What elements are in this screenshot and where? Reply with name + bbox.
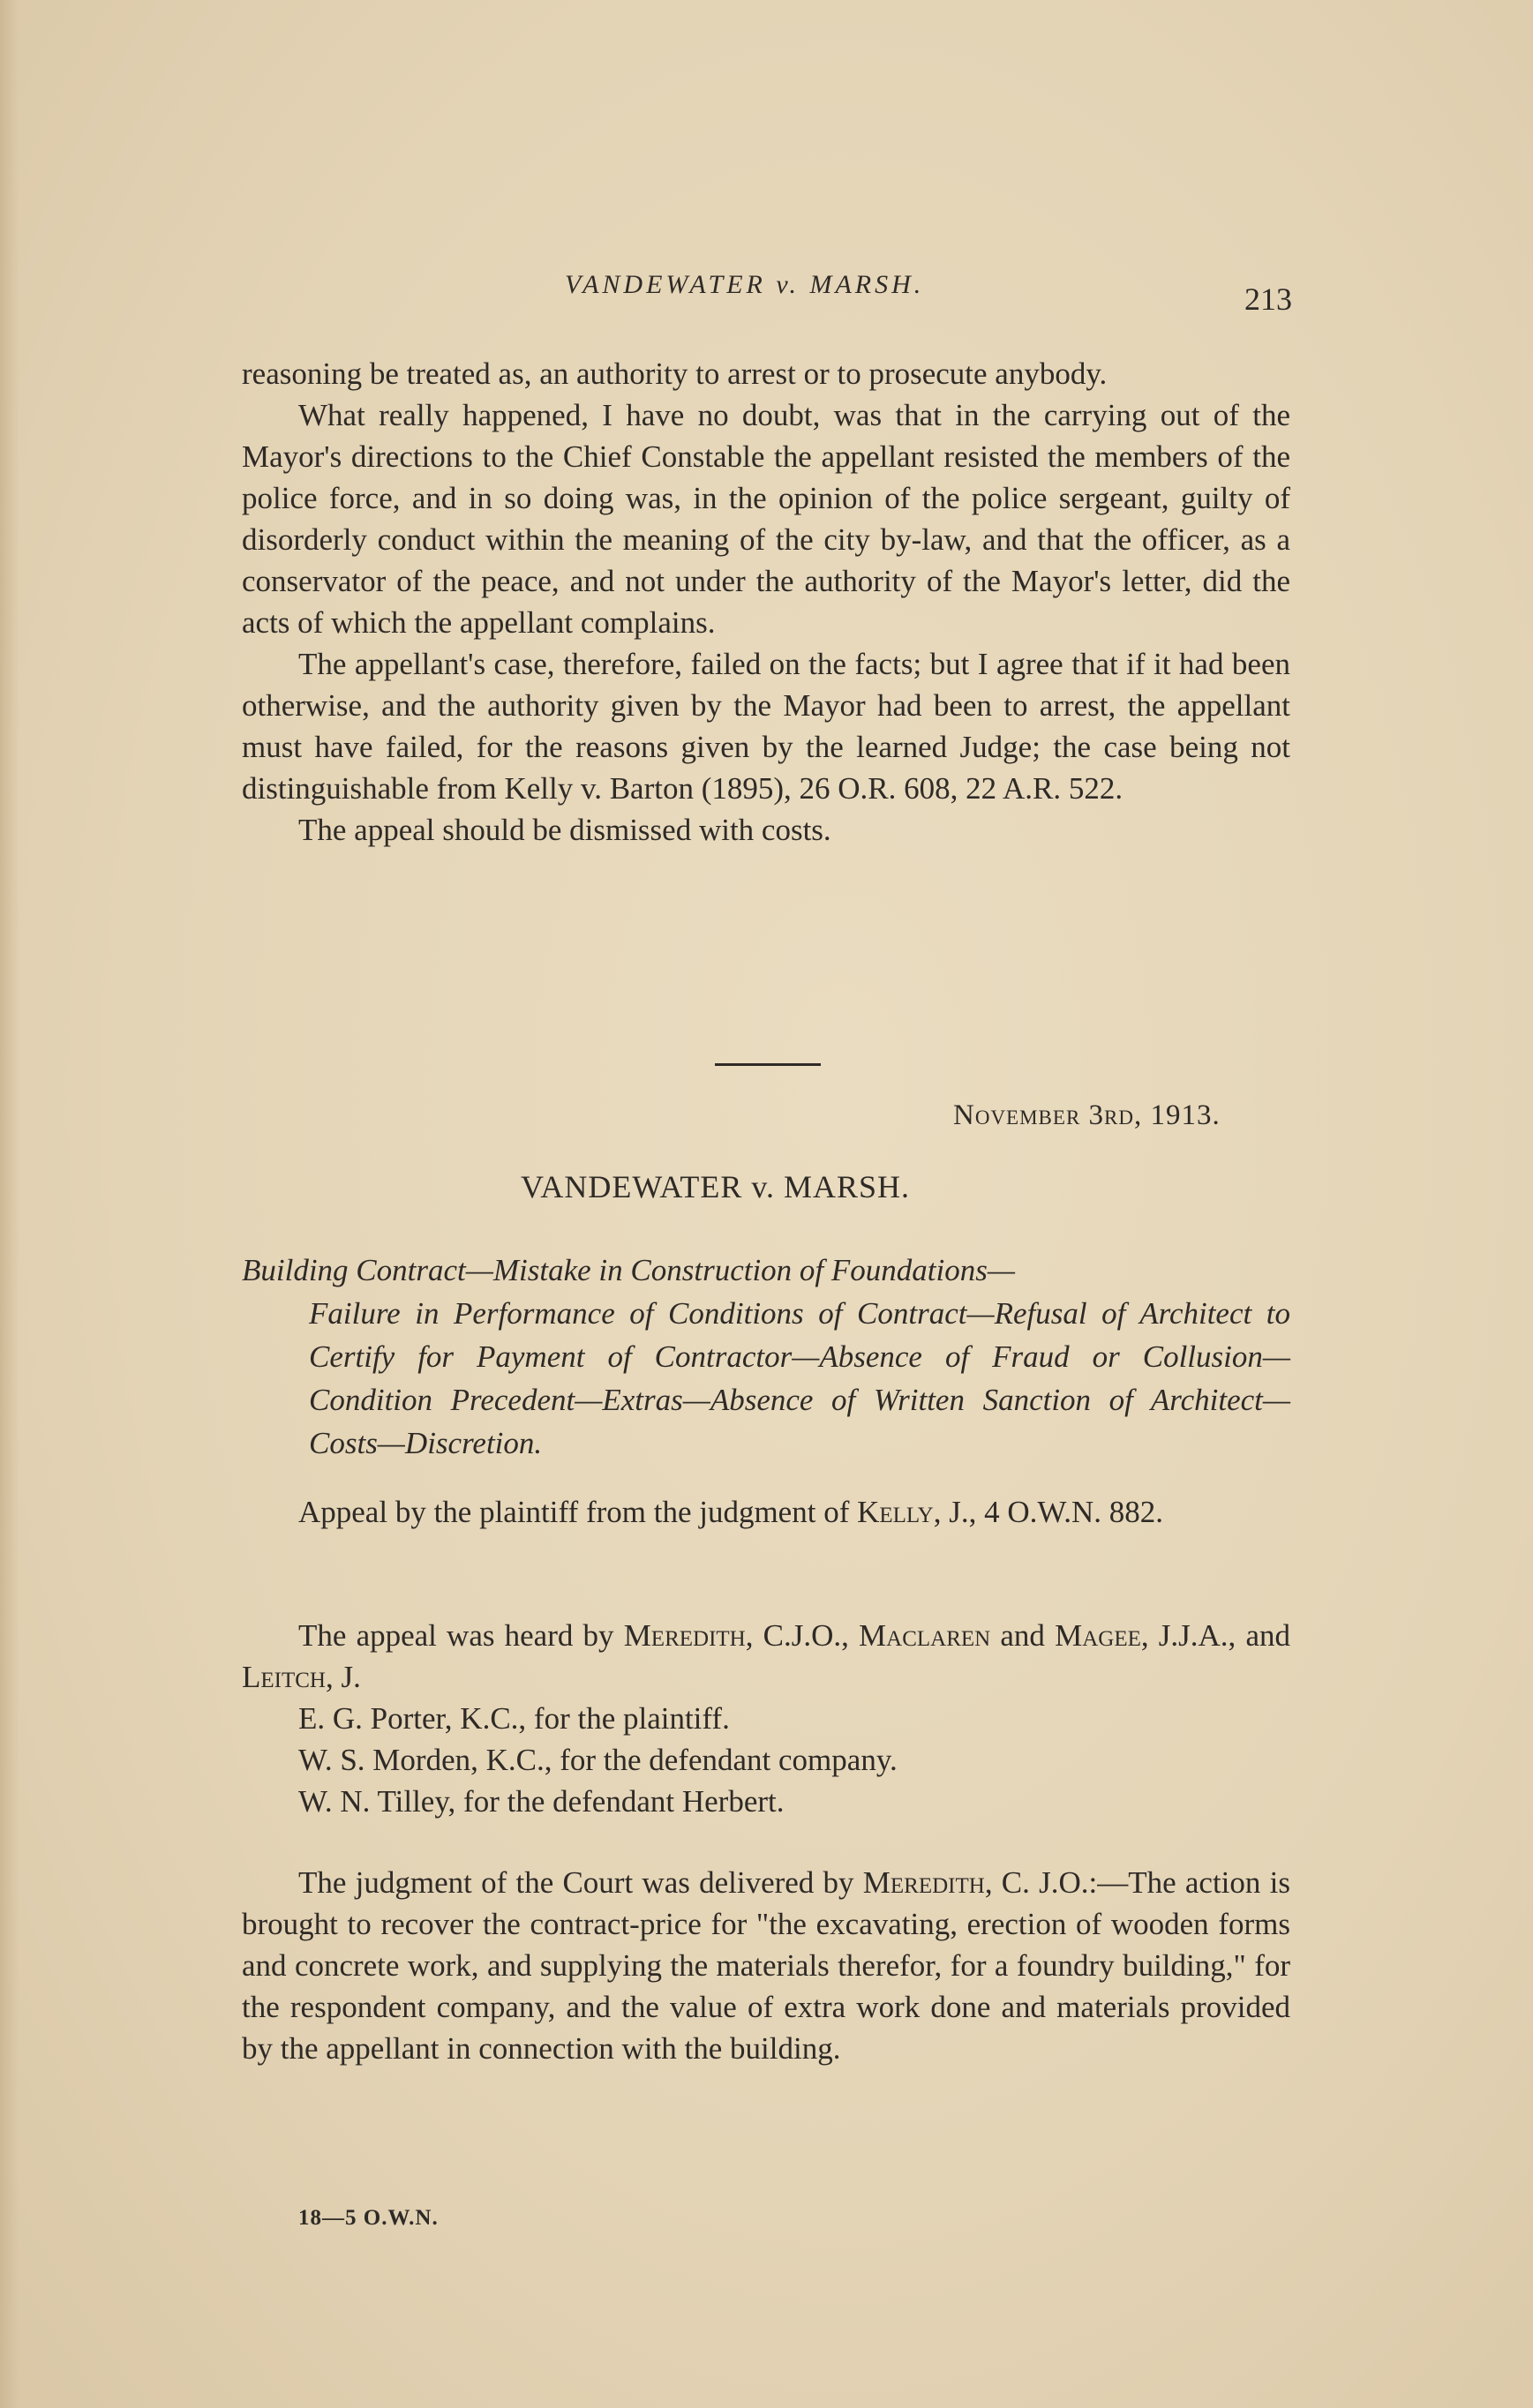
judge-name: Leitch — [242, 1660, 326, 1694]
headnote-first-line: Building Contract—Mistake in Construction of Foundations— — [242, 1253, 1015, 1287]
page-edge-shadow — [0, 0, 19, 2408]
judge-name: Kelly — [857, 1495, 934, 1529]
hearing-text: , J.J.A., and — [1140, 1618, 1290, 1653]
hearing-text: The appeal was heard by — [298, 1618, 624, 1653]
paragraph-continuation: reasoning be treated as, an authority to arrest or to prosecute anybody. — [242, 356, 1108, 391]
judge-name: Maclaren — [859, 1618, 991, 1653]
appeal-text: Appeal by the plaintiff from the judgment of — [298, 1495, 858, 1529]
counsel-line: E. G. Porter, K.C., for the plaintiff. — [298, 1701, 730, 1736]
signature-mark: 18—5 O.W.N. — [298, 2206, 439, 2230]
hearing-text: and — [990, 1618, 1056, 1653]
hearing-text: , J. — [325, 1660, 361, 1694]
body-text-top — [242, 353, 1290, 851]
judgment-paragraph — [242, 1862, 1290, 2069]
judgment-text: , C. J.O.:—The action is brought to recover the contract-price for "the excavating, erection of wooden forms and concrete work, and supplying the materials therefor, for a foundry building," for the respondent company, and the value of extra work done and materials provided by the appellant in connection with the building. — [242, 1865, 1290, 2066]
paragraph-what-happened: What really happened, I have no doubt, was that in the carrying out of the Mayor's directions to the Chief Constable the appellant resisted the members of the police force, and in so doing was, in the opinion of the police sergeant, guilty of disorderly conduct within the meaning of the city by-law, and that the officer, as a conservator of the peace, and not under the authority of the Mayor's letter, did the acts of which the appellant complains. — [242, 398, 1290, 640]
case-title: VANDEWATER v. MARSH. — [521, 1169, 911, 1204]
page-number: 213 — [1244, 281, 1292, 317]
appeal-statement — [242, 1491, 1290, 1533]
case-date: November 3rd, 1913. — [953, 1099, 1221, 1131]
judgment-text: The judgment of the Court was delivered by — [298, 1865, 863, 1900]
counsel-line: W. N. Tilley, for the defendant Herbert. — [298, 1784, 785, 1819]
hearing-statement — [242, 1615, 1290, 1698]
headnote-continuation: Failure in Performance of Conditions of Contract—Refusal of Architect to Certify for Payment of Contractor—Absence of Fraud or Collusion—Condition Precedent—Extras—Absence of Written Sanction of Architect—Costs—Discretion. — [309, 1296, 1290, 1460]
appeal-section — [242, 1491, 1290, 1533]
appeal-citation: , J., 4 O.W.N. 882. — [933, 1495, 1163, 1529]
headnote — [242, 1249, 1290, 1465]
running-head: VANDEWATER v. MARSH. — [565, 270, 925, 299]
hearing-text: , C.J.O., — [745, 1618, 860, 1653]
judge-name: Magee — [1055, 1618, 1141, 1653]
paragraph-appellants-case: The appellant's case, therefore, failed on the facts; but I agree that if it had been otherwise, and the authority given by the Mayor had been to arrest, the appellant must have failed, for the reasons given by the learned Judge; the case being not distinguishable from Kelly v. Barton (1895), 26 O.R. 608, 22 A.R. 522. — [242, 647, 1290, 806]
judge-name: Meredith — [862, 1865, 985, 1900]
hearing-section — [242, 1615, 1290, 1822]
judgment-section — [242, 1862, 1290, 2069]
judge-name: Meredith — [623, 1618, 746, 1653]
counsel-line: W. S. Morden, K.C., for the defendant company. — [298, 1743, 898, 1777]
section-divider — [715, 1063, 821, 1066]
paragraph-disposition: The appeal should be dismissed with costs. — [298, 813, 831, 847]
